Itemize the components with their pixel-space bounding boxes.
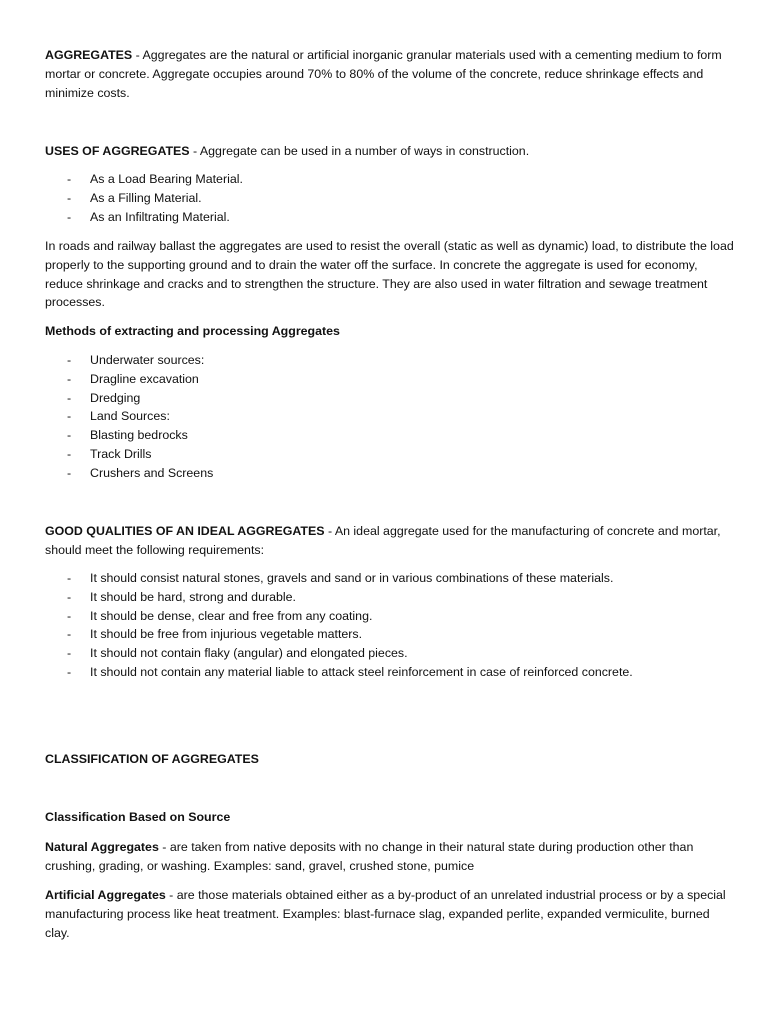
methods-list	[45, 351, 735, 483]
uses-list	[45, 170, 735, 226]
list-item	[45, 189, 735, 208]
uses-body-paragraph: In roads and railway ballast the aggregates are used to resist the overall (static as well as dynamic) load, to distribute the load properly to the supporting ground and to drain the water off the surface. In concrete the aggregate is used for economy, reduce shrinkage and cracks and to strengthen the structure. They are also used in water filtration and sewage treatment processes.	[45, 239, 734, 310]
list-item	[45, 370, 735, 389]
list-item-text: It should not contain any material liable to attack steel reinforcement in case of reinforced concrete.	[90, 664, 633, 679]
list-item-text: Dredging	[90, 390, 141, 405]
list-item-text: As an Infiltrating Material.	[90, 209, 230, 224]
list-item	[45, 445, 735, 464]
list-item-text: It should be hard, strong and durable.	[90, 589, 296, 604]
methods-heading: Methods of extracting and processing Aggregates	[45, 324, 340, 338]
dash-marker: -	[67, 646, 72, 661]
qualities-list	[45, 569, 735, 682]
aggregates-heading: AGGREGATES	[45, 48, 133, 62]
dash-marker: -	[67, 627, 72, 642]
aggregates-text: - Aggregates are the natural or artificial inorganic granular materials used with a cementing medium to form mortar or concrete. Aggregate occupies around 70% to 80% of the volume of the concrete, reduce shrinkage effects and minimize costs.	[45, 48, 722, 100]
list-item-text: Dragline excavation	[90, 371, 199, 386]
uses-text: - Aggregate can be used in a number of ways in construction.	[189, 144, 530, 158]
dash-marker: -	[67, 390, 72, 405]
aggregates-paragraph	[45, 46, 735, 102]
list-item-text: Track Drills	[90, 446, 152, 461]
list-item	[45, 464, 735, 483]
list-item-text: Crushers and Screens	[90, 465, 214, 480]
natural-aggregates-text: - are taken from native deposits with no change in their natural state during production other than crushing, grading, or washing. Examples: sand, gravel, crushed stone, pumice	[45, 840, 694, 873]
dash-marker: -	[67, 409, 72, 424]
dash-marker: -	[67, 209, 72, 224]
classification-heading: CLASSIFICATION OF AGGREGATES	[45, 752, 259, 766]
list-item-text: It should be free from injurious vegetable matters.	[90, 627, 363, 642]
qualities-text: - An ideal aggregate used for the manufacturing of concrete and mortar, should meet the following requirements:	[45, 524, 721, 557]
source-classification-heading: Classification Based on Source	[45, 810, 231, 824]
dash-marker: -	[67, 353, 72, 367]
list-item	[45, 170, 735, 189]
natural-aggregates-paragraph	[45, 838, 735, 876]
artificial-aggregates-label: Artificial Aggregates	[45, 888, 166, 902]
dash-marker: -	[67, 465, 72, 480]
artificial-aggregates-paragraph	[45, 886, 735, 942]
dash-marker: -	[67, 371, 72, 386]
uses-heading: USES OF AGGREGATES	[45, 144, 190, 158]
dash-marker: -	[67, 589, 72, 604]
list-item	[45, 426, 735, 445]
qualities-heading: GOOD QUALITIES OF AN IDEAL AGGREGATES	[45, 524, 325, 538]
list-item	[45, 663, 735, 682]
list-item-text: As a Load Bearing Material.	[90, 172, 243, 186]
dash-marker: -	[67, 428, 72, 443]
list-item-text: It should not contain flaky (angular) and elongated pieces.	[90, 646, 408, 661]
list-item-text: As a Filling Material.	[90, 190, 202, 205]
dash-marker: -	[67, 608, 72, 623]
list-item	[45, 389, 735, 408]
dash-marker: -	[67, 190, 72, 205]
list-item	[45, 208, 735, 227]
artificial-aggregates-text: - are those materials obtained either as a by-product of an unrelated industrial process or by a special manufacturing process like heat treatment. Examples: blast-furnace slag, expanded perlite, expanded vermiculite, burned clay.	[45, 888, 726, 940]
list-item-text: Land Sources:	[90, 409, 170, 424]
dash-marker: -	[67, 446, 72, 461]
list-item	[45, 607, 735, 626]
uses-paragraph	[45, 142, 735, 161]
dash-marker: -	[67, 571, 72, 585]
list-item	[45, 588, 735, 607]
dash-marker: -	[67, 664, 72, 679]
natural-aggregates-label: Natural Aggregates	[45, 840, 159, 854]
list-item	[45, 351, 735, 370]
qualities-paragraph	[45, 522, 735, 560]
list-item-text: Blasting bedrocks	[90, 428, 188, 443]
list-item	[45, 569, 735, 588]
list-item	[45, 407, 735, 426]
dash-marker: -	[67, 172, 72, 186]
list-item	[45, 625, 735, 644]
list-item-text: Underwater sources:	[90, 353, 205, 367]
list-item-text: It should be dense, clear and free from any coating.	[90, 608, 373, 623]
list-item-text: It should consist natural stones, gravels and sand or in various combinations of these materials.	[90, 571, 614, 585]
list-item	[45, 644, 735, 663]
